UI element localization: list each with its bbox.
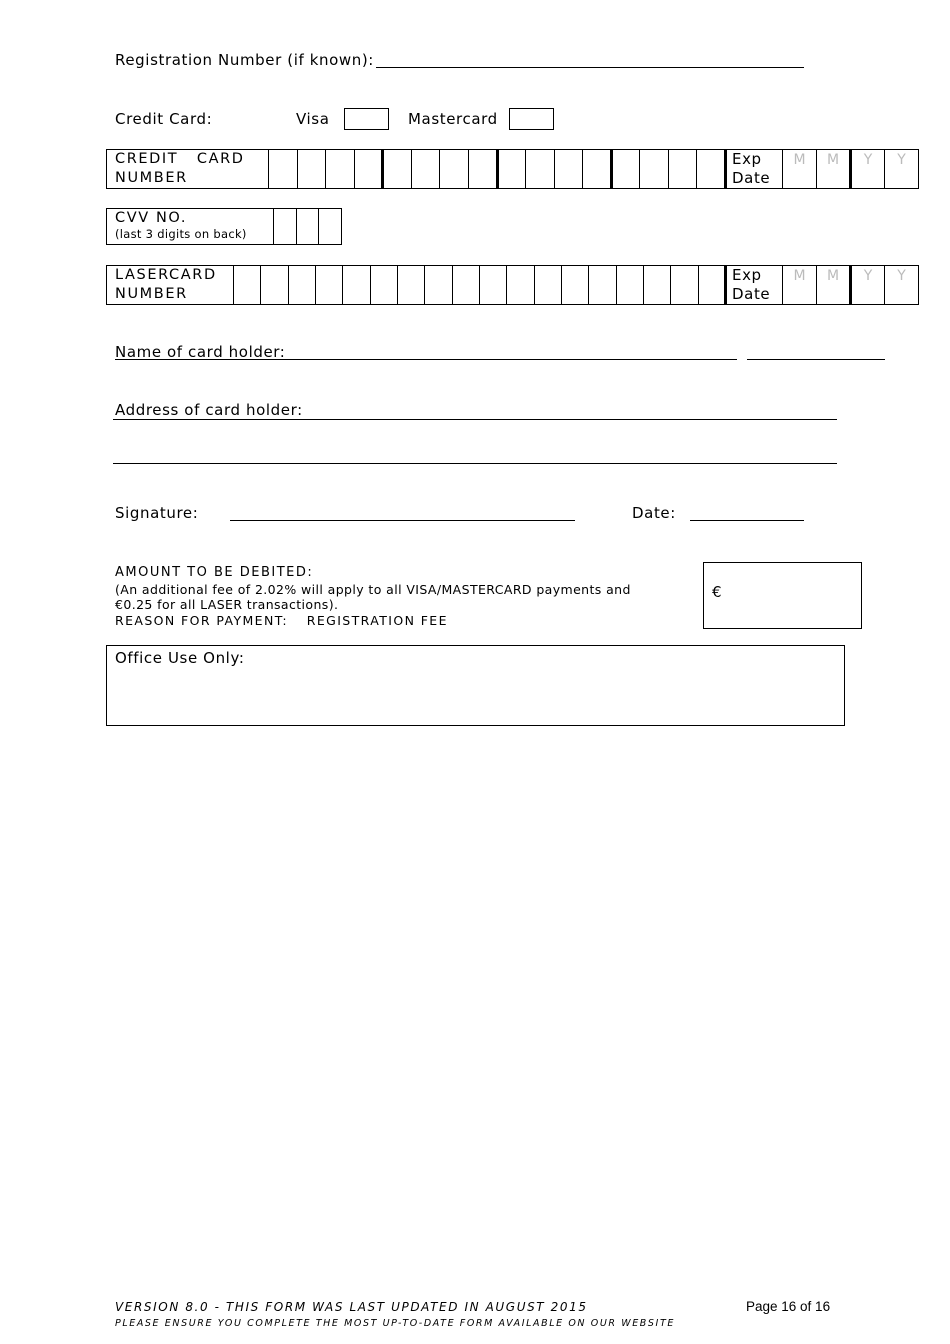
laser-digit-cell[interactable] [452,266,479,305]
laser-digit-cell[interactable] [315,266,342,305]
laser-digit-cell[interactable] [425,266,452,305]
cc-exp-date-label: Exp Date [726,150,783,189]
lasercard-number-label: LASERCARD NUMBER [107,266,234,305]
card-holder-name-label: Name of card holder: [115,343,286,361]
cc-exp-month-cell[interactable]: M [817,150,851,189]
laser-digit-cell[interactable] [261,266,288,305]
laser-exp-year-cell[interactable]: Y [851,266,885,305]
credit-card-label: Credit Card: [115,110,213,128]
cc-exp-year-cell[interactable]: Y [851,150,885,189]
card-holder-address-label: Address of card holder: [115,401,303,419]
signature-field[interactable] [230,520,575,521]
laser-digit-cell[interactable] [671,266,698,305]
date-label: Date: [632,504,676,522]
cvv-digit-cell[interactable] [296,209,319,245]
cc-digit-cell[interactable] [383,150,412,189]
laser-digit-cell[interactable] [288,266,315,305]
registration-number-field[interactable] [376,67,804,68]
laser-exp-date-label: Exp Date [726,266,783,305]
euro-symbol: € [712,583,723,601]
amount-fee-note-line2: €0.25 for all LASER transactions). [115,597,339,612]
cc-digit-cell[interactable] [497,150,526,189]
cc-digit-cell[interactable] [668,150,697,189]
laser-digit-cell[interactable] [370,266,397,305]
credit-card-number-grid [106,149,919,189]
card-holder-name-field-extension[interactable] [747,359,885,360]
laser-digit-cell[interactable] [698,266,725,305]
cc-digit-cell[interactable] [640,150,669,189]
mastercard-label: Mastercard [408,110,498,128]
cc-exp-month-cell[interactable]: M [783,150,817,189]
date-field[interactable] [690,520,804,521]
card-holder-address-field-line1[interactable] [113,419,837,420]
amount-fee-note-line1: (An additional fee of 2.02% will apply to all VISA/MASTERCARD payments and [115,582,631,597]
payment-reason-label: REASON FOR PAYMENT: [115,613,288,628]
laser-digit-cell[interactable] [397,266,424,305]
page-number: Page 16 of 16 [746,1299,831,1314]
lasercard-number-grid [106,265,919,305]
laser-exp-year-cell[interactable]: Y [885,266,919,305]
office-use-only-label: Office Use Only: [115,649,245,667]
cc-digit-cell[interactable] [697,150,726,189]
payment-reason-value: REGISTRATION FEE [306,613,448,628]
cc-digit-cell[interactable] [468,150,497,189]
laser-digit-cell[interactable] [561,266,588,305]
laser-exp-month-cell[interactable]: M [817,266,851,305]
cvv-label: CVV NO. (last 3 digits on back) [107,209,274,245]
card-holder-address-field-line2[interactable] [113,463,837,464]
cc-digit-cell[interactable] [440,150,469,189]
laser-exp-month-cell[interactable]: M [783,266,817,305]
registration-number-label: Registration Number (if known): [115,51,374,69]
cc-digit-cell[interactable] [297,150,326,189]
footer-version: VERSION 8.0 - THIS FORM WAS LAST UPDATED IN AUGUST 2015 [115,1300,588,1314]
cc-digit-cell[interactable] [611,150,640,189]
cc-digit-cell[interactable] [526,150,555,189]
laser-digit-cell[interactable] [589,266,616,305]
payment-reason [115,613,448,628]
cvv-digit-cell[interactable] [319,209,342,245]
cc-exp-year-cell[interactable]: Y [885,150,919,189]
laser-digit-cell[interactable] [507,266,534,305]
footer-notice: PLEASE ENSURE YOU COMPLETE THE MOST UP-TO-DATE FORM AVAILABLE ON OUR WEBSITE [115,1318,675,1329]
cvv-digit-cell[interactable] [274,209,297,245]
laser-digit-cell[interactable] [479,266,506,305]
laser-digit-cell[interactable] [643,266,670,305]
laser-digit-cell[interactable] [343,266,370,305]
cvv-grid [106,208,342,245]
cc-digit-cell[interactable] [354,150,383,189]
cc-digit-cell[interactable] [583,150,612,189]
card-holder-name-field[interactable] [115,359,737,360]
office-use-only-box [106,645,845,726]
cc-digit-cell[interactable] [554,150,583,189]
cc-digit-cell[interactable] [269,150,298,189]
visa-label: Visa [296,110,330,128]
laser-digit-cell[interactable] [534,266,561,305]
amount-title: AMOUNT TO BE DEBITED: [115,565,314,580]
visa-checkbox[interactable] [344,108,389,130]
credit-card-number-label: CREDIT CARD NUMBER [107,150,269,189]
laser-digit-cell[interactable] [234,266,261,305]
signature-label: Signature: [115,504,199,522]
mastercard-checkbox[interactable] [509,108,554,130]
cc-digit-cell[interactable] [326,150,355,189]
amount-input-box[interactable] [703,562,862,629]
cc-digit-cell[interactable] [411,150,440,189]
laser-digit-cell[interactable] [616,266,643,305]
